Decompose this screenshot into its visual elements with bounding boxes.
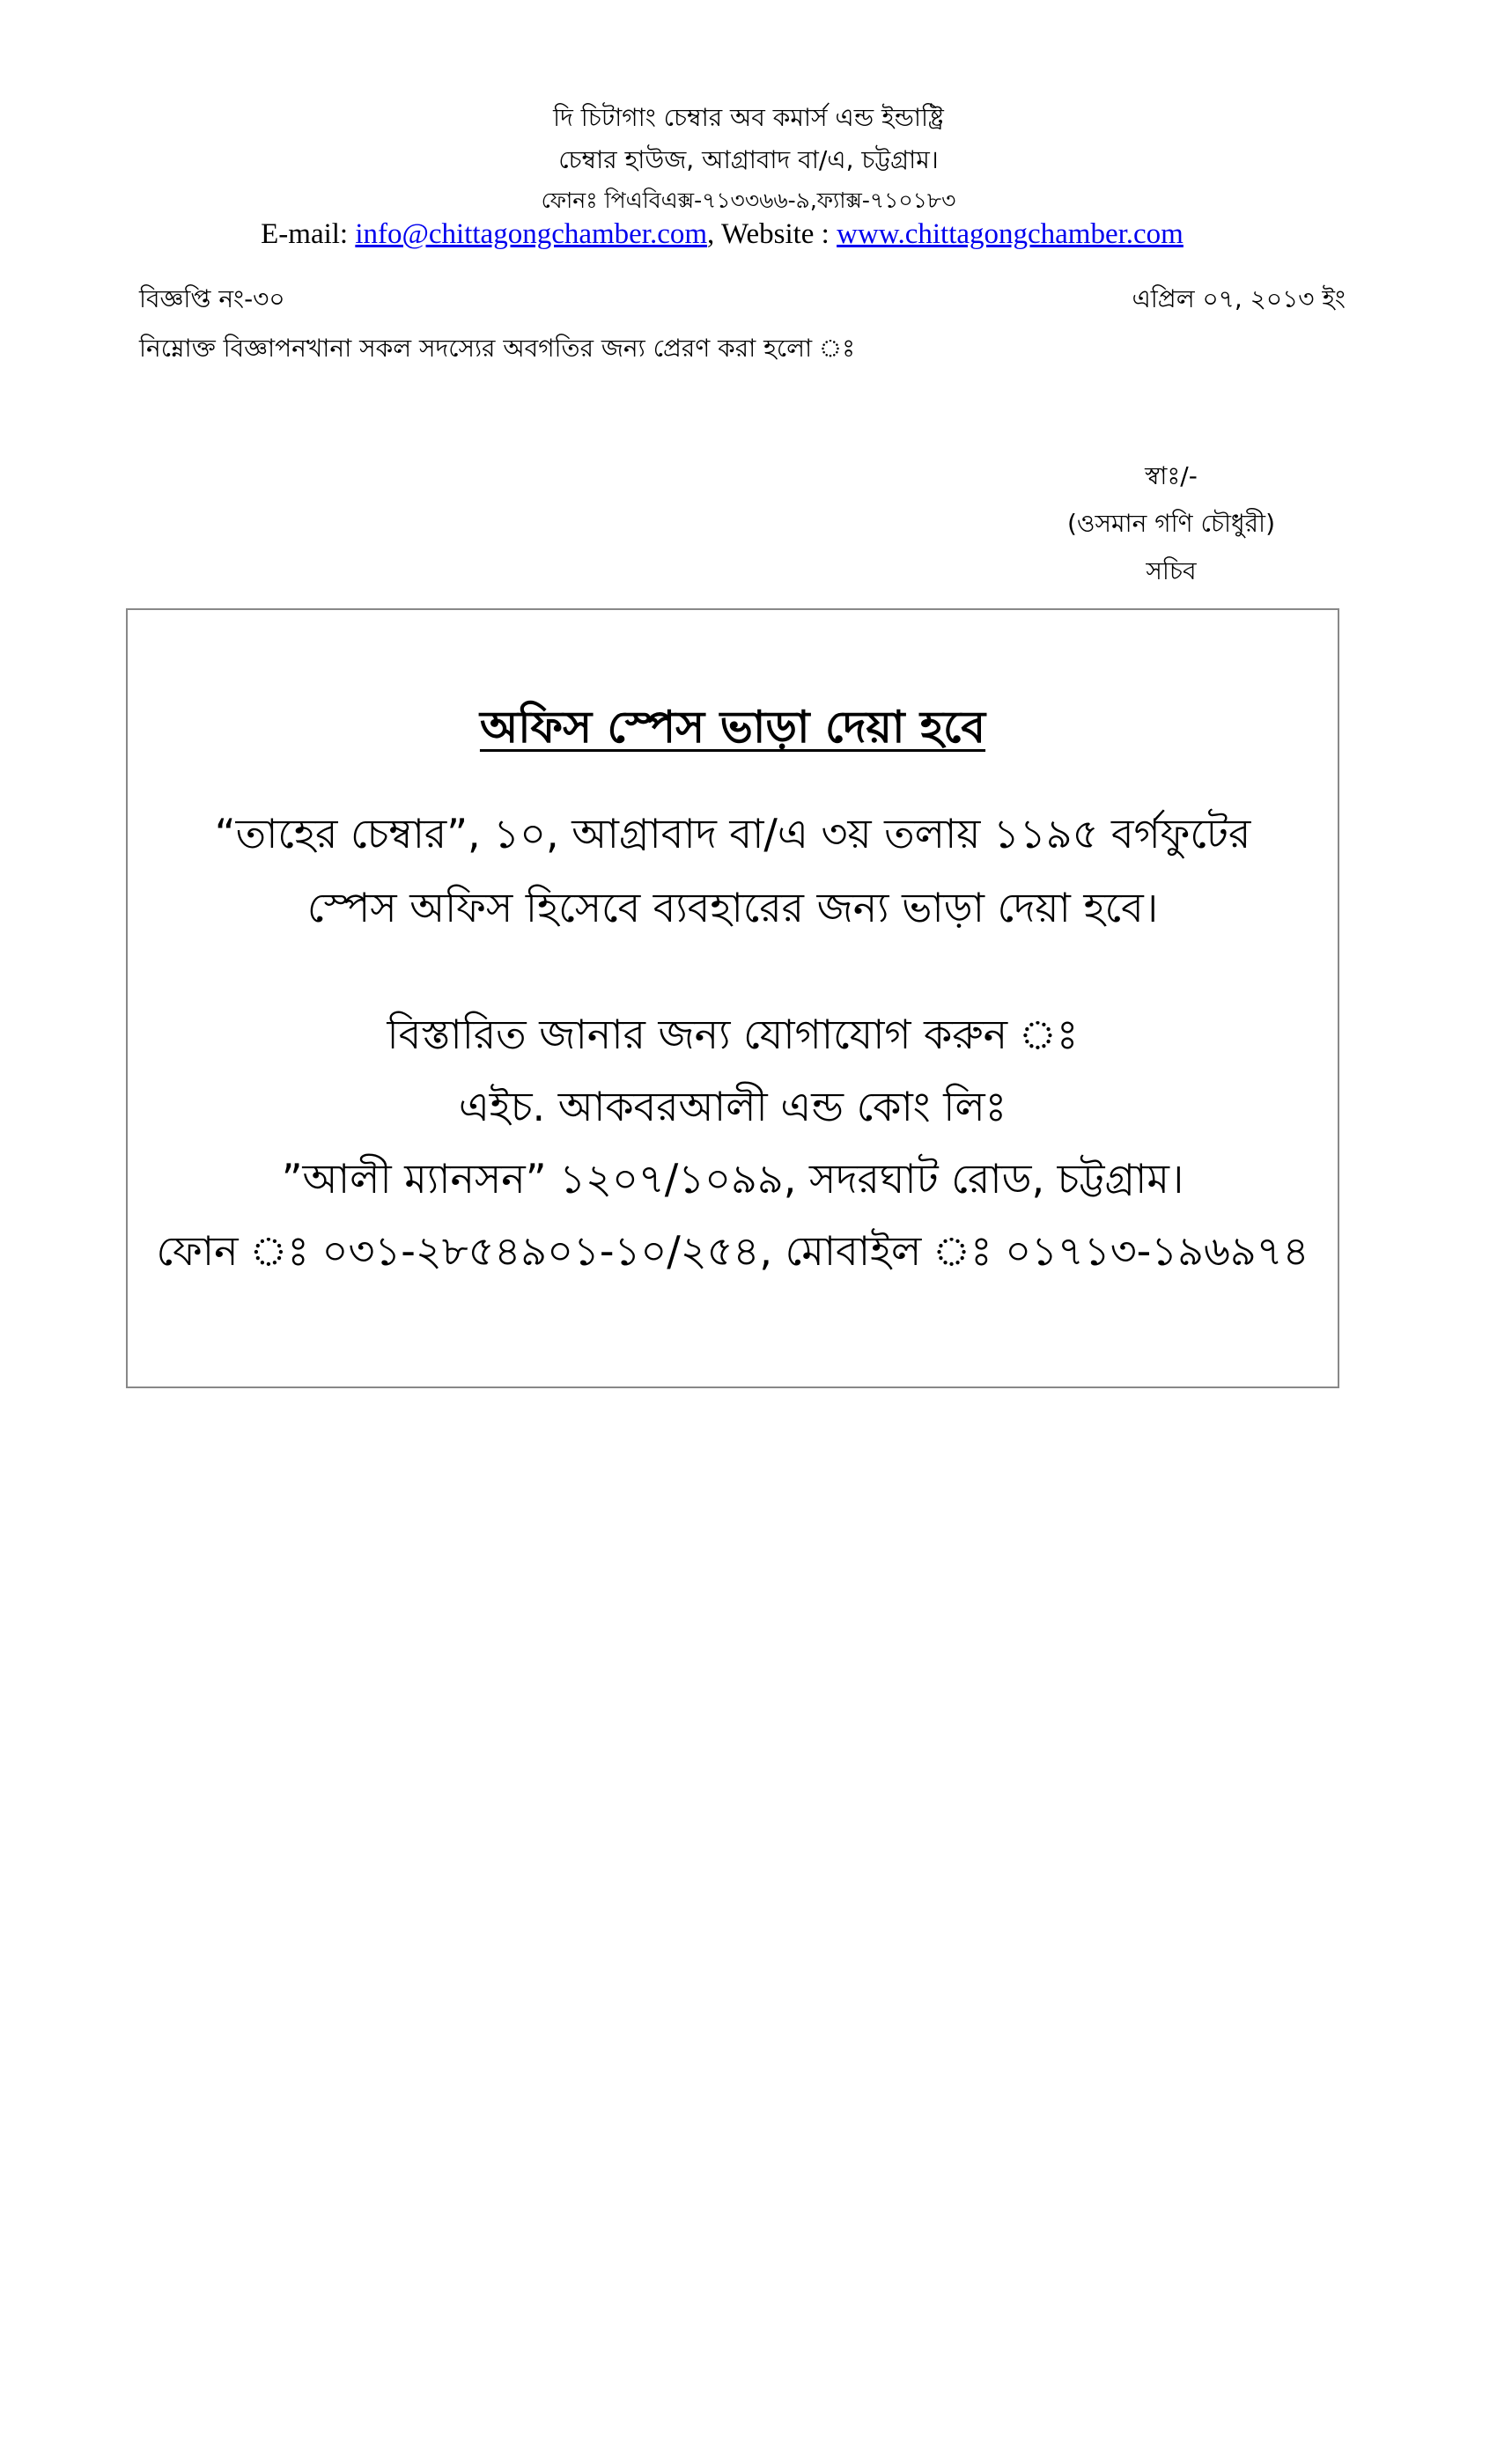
email-link[interactable]: info@chittagongchamber.com [355,218,708,250]
website-link[interactable]: www.chittagongchamber.com [837,218,1184,250]
advertisement-box [126,608,1339,1388]
notice-date: এপ্রিল ০৭, ২০১৩ ইং [1132,284,1346,313]
notice-intro: নিম্নোক্ত বিজ্ঞাপনখানা সকল সদস্যের অবগতির জন্য প্রেরণ করা হলো ঃ [139,334,856,363]
contact-intro: বিস্তারিত জানার জন্য যোগাযোগ করুন ঃ [387,1011,1079,1058]
organization-address: চেম্বার হাউজ, আগ্রাবাদ বা/এ, চট্টগ্রাম। [558,145,939,174]
signature-title: সচিব [1146,556,1197,585]
notice-number: বিজ্ঞপ্তি নং-৩০ [139,284,285,313]
contact-address: ”আলী ম্যানসন” ১২০৭/১০৯৯, সদরঘাট রোড, চট্টগ্রাম। [281,1155,1184,1203]
contact-line [0,218,1471,251]
advertisement-line-1: “তাহের চেম্বার”, ১০, আগ্রাবাদ বা/এ ৩য় তলায় ১১৯৫ বর্গফুটের [214,810,1251,857]
organization-phone: ফোনঃ পিএবিএক্স-৭১৩৩৬৬-৯,ফ্যাক্স-৭১০১৮৩ [541,188,956,213]
organization-name: দি চিটাগাং চেম্বার অব কমার্স এন্ড ইন্ডাষ্ট্রি [553,103,944,132]
advertisement-line-2: স্পেস অফিস হিসেবে ব্যবহারের জন্য ভাড়া দেয়া হবে। [306,884,1159,931]
advertisement-heading-text: অফিস স্পেস ভাড়া দেয়া হবে [479,702,986,753]
website-label: , Website : [707,218,830,250]
email-label: E-mail: [261,218,349,250]
signature-block [995,452,1347,595]
contact-company: এইচ. আকবরআলী এন্ড কোং লিঃ [458,1083,1007,1130]
signature-signed: স্বাঃ/- [1145,461,1198,490]
advertisement-heading [128,695,1338,768]
signature-name: (ওসমান গণি চৌধুরী) [1066,509,1275,538]
contact-phones: ফোন ঃ ০৩১-২৮৫৪৯০১-১০/২৫৪, মোবাইল ঃ ০১৭১৩-১৯৬৯৭৪ [156,1227,1309,1275]
